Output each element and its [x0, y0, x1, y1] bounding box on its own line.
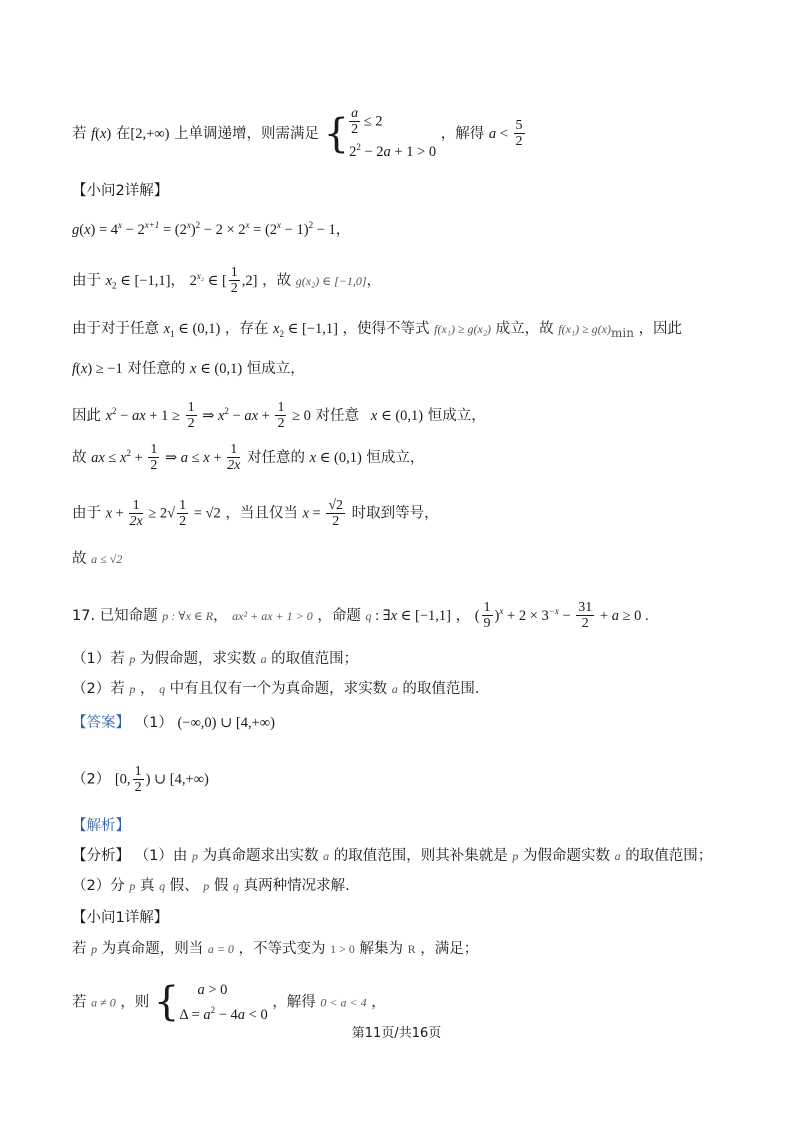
text: 【分析】 [72, 848, 130, 864]
question-17-part-1: （1）若 p 为假命题，求实数 a 的取值范围； [72, 651, 359, 667]
text: ，则 [120, 994, 150, 1011]
answer-line-2: （2） [0, $\frac{1}{2}$ ) ∪ [4,+∞) [72, 764, 209, 795]
text: 真 [139, 878, 155, 894]
text: 的取值范围； [625, 848, 713, 864]
text: 真两种情况求解. [243, 878, 350, 894]
text: 恒成立， [427, 407, 486, 424]
text: 时取到等号， [351, 505, 439, 522]
answer-label: 【答案】 [72, 715, 130, 731]
conclusion-line: 故 a ≤ √2 [72, 551, 123, 567]
text: 为假命题实数 [523, 848, 610, 864]
text: ，满足； [420, 941, 479, 957]
text: ，不等式变为 [238, 941, 326, 957]
text: 上单调递增，则需满足 [174, 125, 320, 142]
text: 为假命题，求实数 [139, 651, 256, 667]
text: ，因此 [638, 321, 683, 337]
question-17: 17. 已知命题 p : ∀x ∈ R， ax² + ax + 1 > 0 ，命题 q : ∃x ∈ [−1,1] ， ( $\frac{1}{9}$ )$^x + 2 \times 3^{-x}$ − $\frac{31}{2}$ + a ≥ 0 . [72, 600, 649, 632]
text: ，当且仅当 [225, 505, 298, 522]
text: 为真命题，则当 [101, 941, 204, 957]
g-definition: $g(x) = 4^x - 2^{x+1} = (2^x)^2 - 2 \times 2^x = (2^x - 1)^2 - 1$， [72, 220, 351, 238]
text: 中有且仅有一个为真命题，求实数 [169, 681, 388, 697]
text: 若 [72, 125, 87, 142]
text: 对任意的 [127, 361, 186, 377]
text: ， [455, 607, 471, 624]
text: （1）由 [134, 848, 188, 864]
text: 因此 [72, 407, 101, 424]
text: 由于对于任意 [72, 321, 159, 337]
text: （1）若 [72, 651, 125, 667]
analysis-line-2: （2）分 p 真 q 假、 p 假 q 真两种情况求解. [72, 878, 350, 894]
text: （1） [134, 715, 173, 731]
hold-line: f(x) ≥ −1 对任意的 x ∈ (0,1) 恒成立， [72, 361, 305, 377]
analysis-line-1: 【分析】 （1）由 p 为真命题求出实数 a 的取值范围，则其补集就是 p 为假命题实数 a 的取值范围； [72, 848, 713, 864]
inequality-system: a > 0 $\Delta = a^2 - 4a < 0$ [179, 982, 268, 1023]
step-2-heading: 【小问2详解】 [72, 183, 169, 199]
text: ，命题 [317, 607, 361, 624]
text: 故 [72, 551, 87, 567]
answer-line-1: 【答案】 （1） (−∞,0) ∪ [4,+∞) [72, 715, 275, 731]
text: 由于 [72, 505, 101, 522]
text: ，故 [262, 272, 292, 289]
equality-line: 由于 x + $\frac{1}{2x}$ ≥ 2√ $\frac{1}{2}$ = √2 ，当且仅当 x = $\frac{√2}{2}$ 时取到等号， [72, 498, 439, 529]
monotonic-condition-line: 若 f(x) 在[2,+∞) 上单调递增，则需满足 { $\frac{a}{2}$ ≤ 2 $2^2 - 2a + 1 > 0$ ，解得 a < $\frac{5}{2}$ [72, 106, 523, 160]
text: 假 [213, 878, 229, 894]
text: 恒成立， [366, 449, 425, 466]
text: ，解得 [272, 994, 316, 1011]
text: 对任意 [315, 407, 360, 424]
range-line: 由于 $x_2$ ∈ [−1,1]， $2^{x_2}$ ∈ [ $\frac{1}{2}$ ,2] ，故 g(x₂) ∈ [−1,0]， [72, 265, 382, 297]
text: 的取值范围. [402, 681, 480, 697]
inequality-system: $\frac{a}{2}$ ≤ 2 $2^2 - 2a + 1 > 0$ [349, 106, 437, 160]
text: （2） [72, 771, 111, 788]
text: 对任意的 [246, 449, 305, 466]
step-1-line-1: 若 p 为真命题，则当 a = 0 ，不等式变为 1 > 0 解集为 R ，满足； [72, 941, 479, 957]
text: 为真命题求出实数 [202, 848, 319, 864]
page-footer: 第11页/共16页 [351, 1026, 442, 1041]
text: ， [139, 681, 155, 697]
text: （2）若 [72, 681, 125, 697]
text: ，使得不等式 [342, 321, 430, 337]
hence-line: 因此 $x^2$ − ax + 1 ≥ $\frac{1}{2}$ ⇒ $x^2$ − ax + $\frac{1}{2}$ ≥ 0 对任意 x ∈ (0,1) 恒成立， [72, 400, 486, 432]
text: 若 [72, 941, 87, 957]
text: ，存在 [224, 321, 269, 337]
text: 的取值范围，则其补集就是 [333, 848, 508, 864]
step-1-line-2: 若 a ≠ 0 ，则 { a > 0 $\Delta = a^2 - 4a < 0$ ，解得 0 < a < 4 ， [72, 979, 386, 1026]
text: 恒成立， [246, 361, 305, 377]
so-line: 故 ax ≤ $x^2$ + $\frac{1}{2}$ ⇒ a ≤ x + $\frac{1}{2x}$ 对任意的 x ∈ (0,1) 恒成立， [72, 442, 425, 474]
exists-line: 由于对于任意 $x_1$ ∈ (0,1) ，存在 $x_2$ ∈ [−1,1] ，使得不等式 f(x₁) ≥ g(x₂) 成立，故 $f(x_1) \ge g(x)_{min}$ ，因此 [72, 321, 683, 340]
text: ，解得 [440, 125, 485, 142]
text: 解集为 [359, 941, 404, 957]
question-17-part-2: （2）若 p ， q 中有且仅有一个为真命题，求实数 a 的取值范围. [72, 681, 480, 697]
text: 故 [72, 449, 87, 466]
step-1-heading: 【小问1详解】 [72, 910, 169, 926]
text: ， [371, 994, 386, 1011]
analysis-label: 【解析】 [72, 818, 130, 834]
text: 假、 [169, 878, 199, 894]
text: 若 [72, 994, 87, 1011]
text: 成立，故 [495, 321, 554, 337]
text: 的取值范围； [271, 651, 359, 667]
text: 17. 已知命题 [72, 607, 158, 624]
text: （2）分 [72, 878, 125, 894]
text: 由于 [72, 272, 101, 289]
